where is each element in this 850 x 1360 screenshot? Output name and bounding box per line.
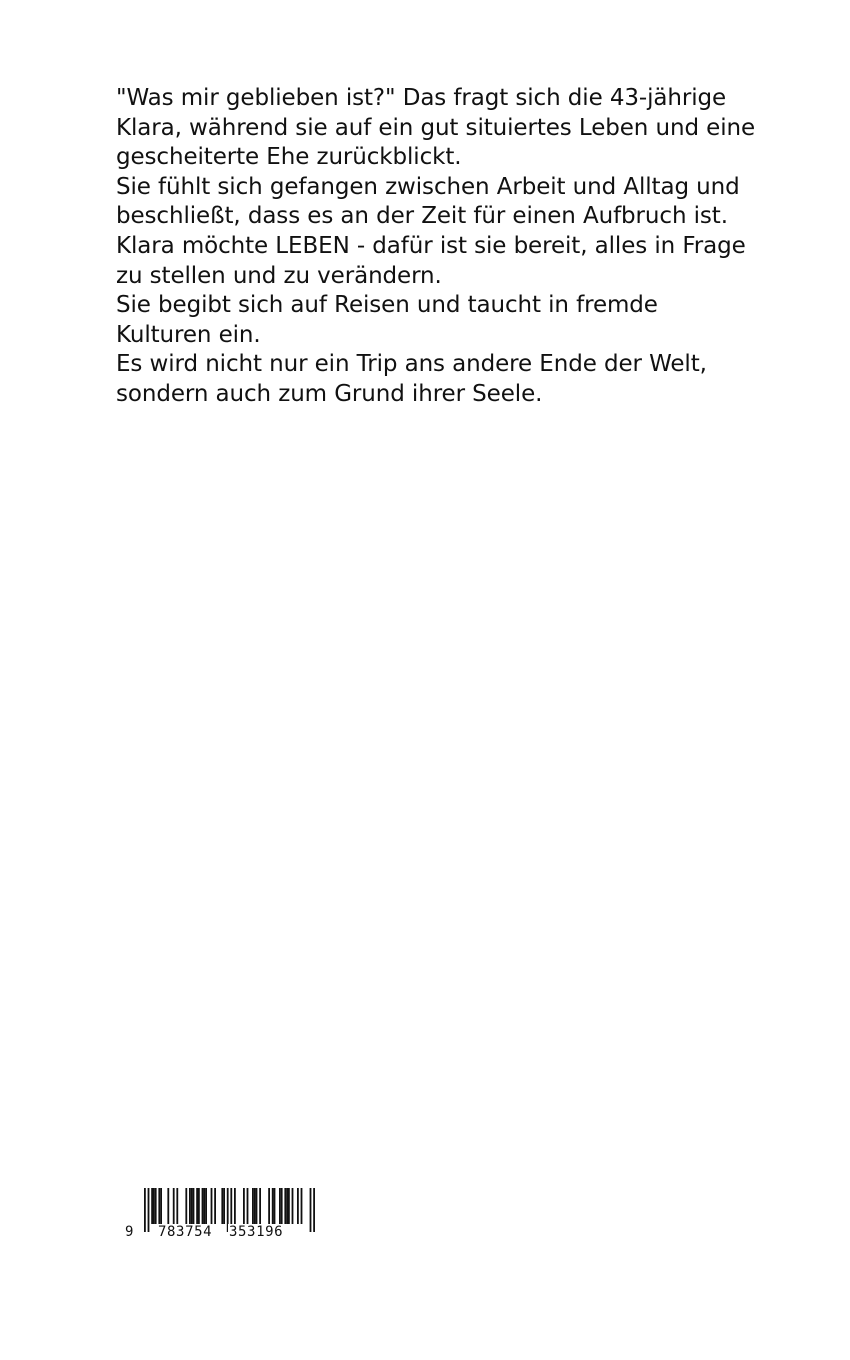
barcode-bar: [202, 1188, 204, 1224]
blurb-line: zu stellen und zu verändern.: [116, 262, 442, 289]
isbn-barcode: [124, 1188, 324, 1248]
barcode-bar: [259, 1188, 261, 1224]
blurb-line: "Was mir geblieben ist?" Das fragt sich die 43-jährige: [116, 85, 727, 111]
barcode-bar: [221, 1188, 223, 1224]
barcode-bar: [158, 1188, 160, 1224]
barcode-bar: [214, 1188, 216, 1224]
barcode-bar: [243, 1188, 245, 1224]
blurb-line: Klara möchte LEBEN - dafür ist sie bereit, alles in Frage: [116, 232, 746, 259]
barcode-bar: [151, 1188, 153, 1224]
barcode-bar: [274, 1188, 276, 1224]
barcode-bar: [256, 1188, 258, 1224]
barcode-digits: [124, 1224, 324, 1242]
barcode-bar: [198, 1188, 200, 1224]
barcode-bar: [268, 1188, 270, 1224]
barcode-bar: [292, 1188, 294, 1224]
barcode-bar: [288, 1188, 290, 1224]
barcode-bar: [301, 1188, 303, 1224]
barcode-bar: [189, 1188, 191, 1224]
back-cover-blurb: [116, 84, 756, 410]
barcode-bar: [252, 1188, 254, 1224]
blurb-line: beschließt, dass es an der Zeit für einen Aufbruch ist.: [116, 203, 728, 230]
blurb-line: sondern auch zum Grund ihrer Seele.: [116, 380, 543, 407]
blurb-line: Sie fühlt sich gefangen zwischen Arbeit und Alltag und: [116, 173, 740, 200]
barcode-bar: [223, 1188, 225, 1224]
barcode-digit-first: 9: [125, 1224, 135, 1240]
barcode-bar: [281, 1188, 283, 1224]
barcode-bar: [297, 1188, 299, 1224]
barcode-bar: [247, 1188, 249, 1224]
barcode-bar: [203, 1188, 205, 1224]
barcode-digits-left: 783754: [158, 1224, 213, 1240]
barcode-bar: [167, 1188, 169, 1224]
barcode-bar: [185, 1188, 187, 1224]
barcode-bar: [279, 1188, 281, 1224]
barcode-bar: [176, 1188, 178, 1224]
barcode-digits-right: 353196: [229, 1224, 284, 1240]
barcode-bar: [234, 1188, 236, 1224]
barcode-bar: [254, 1188, 256, 1224]
blurb-line: Kulturen ein.: [116, 321, 261, 348]
barcode-bar: [160, 1188, 162, 1224]
barcode-bar: [173, 1188, 175, 1224]
barcode-bar: [205, 1188, 207, 1224]
blurb-line: Klara, während sie auf ein gut situiertes Leben und eine: [116, 114, 756, 141]
barcode-bar: [193, 1188, 195, 1224]
barcode-bar: [286, 1188, 288, 1224]
barcode-bar: [272, 1188, 274, 1224]
barcode-bar: [284, 1188, 286, 1224]
barcode-bar: [191, 1188, 193, 1224]
blurb-line: gescheiterte Ehe zurückblickt.: [116, 144, 462, 171]
barcode-bar: [153, 1188, 155, 1224]
blurb-line: Es wird nicht nur ein Trip ans andere Ende der Welt,: [116, 351, 707, 378]
barcode-bar: [196, 1188, 198, 1224]
blurb-line: Sie begibt sich auf Reisen und taucht in fremde: [116, 292, 658, 319]
barcode-bar: [211, 1188, 213, 1224]
barcode-bar: [155, 1188, 157, 1224]
